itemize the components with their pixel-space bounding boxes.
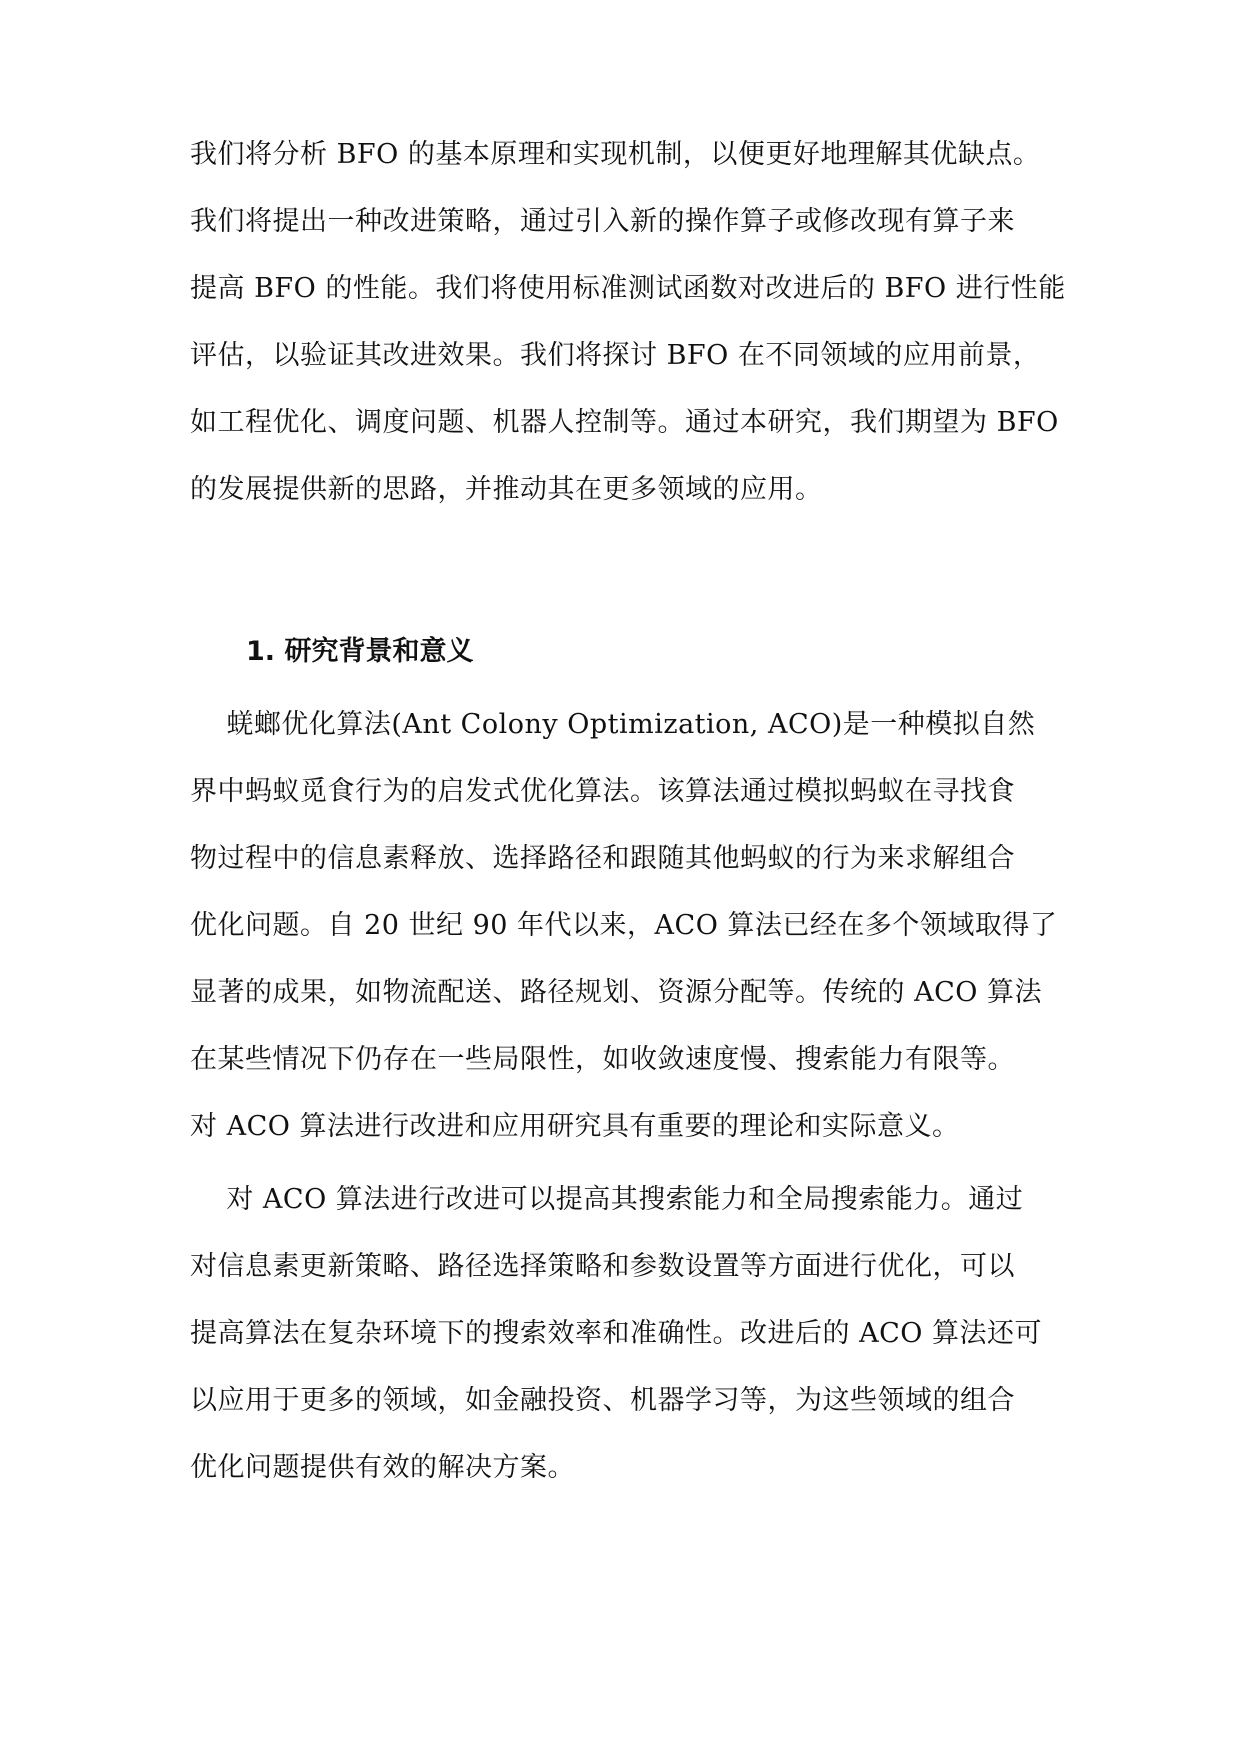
text-line: 物过程中的信息素释放、选择路径和跟随其他蚂蚁的行为来求解组合 [190,843,1015,874]
text-line: 界中蚂蚁觅食行为的启发式优化算法。该算法通过模拟蚂蚁在寻找食 [190,776,1015,807]
text-line: 蜣螂优化算法(Ant Colony Optimization, ACO)是一种模拟自然 [190,709,1036,740]
text-line: 优化问题提供有效的解决方案。 [190,1452,575,1483]
text-line: 对 ACO 算法进行改进可以提高其搜索能力和全局搜索能力。通过 [190,1184,1024,1215]
text-line: 以应用于更多的领域，如金融投资、机器学习等，为这些领域的组合 [190,1385,1015,1416]
text-line: 我们将提出一种改进策略，通过引入新的操作算子或修改现有算子来 [190,206,1015,237]
text-line: 在某些情况下仍存在一些局限性，如收敛速度慢、搜索能力有限等。 [190,1044,1015,1075]
text-line: 显著的成果，如物流配送、路径规划、资源分配等。传统的 ACO 算法 [190,977,1042,1008]
text-line: 对信息素更新策略、路径选择策略和参数设置等方面进行优化，可以 [190,1251,1015,1282]
text-line: 提高算法在复杂环境下的搜索效率和准确性。改进后的 ACO 算法还可 [190,1318,1042,1349]
text-line: 提高 BFO 的性能。我们将使用标准测试函数对改进后的 BFO 进行性能 [190,273,1066,304]
text-line: 对 ACO 算法进行改进和应用研究具有重要的理论和实际意义。 [190,1111,960,1142]
section-heading: 1. 研究背景和意义 [246,636,474,667]
text-line: 如工程优化、调度问题、机器人控制等。通过本研究，我们期望为 BFO [190,407,1059,438]
text-line: 评估，以验证其改进效果。我们将探讨 BFO 在不同领域的应用前景， [190,340,1041,371]
text-line: 的发展提供新的思路，并推动其在更多领域的应用。 [190,474,823,505]
text-line: 我们将分析 BFO 的基本原理和实现机制，以便更好地理解其优缺点。 [190,139,1041,170]
text-line: 优化问题。自 20 世纪 90 年代以来，ACO 算法已经在多个领域取得了 [190,910,1058,941]
